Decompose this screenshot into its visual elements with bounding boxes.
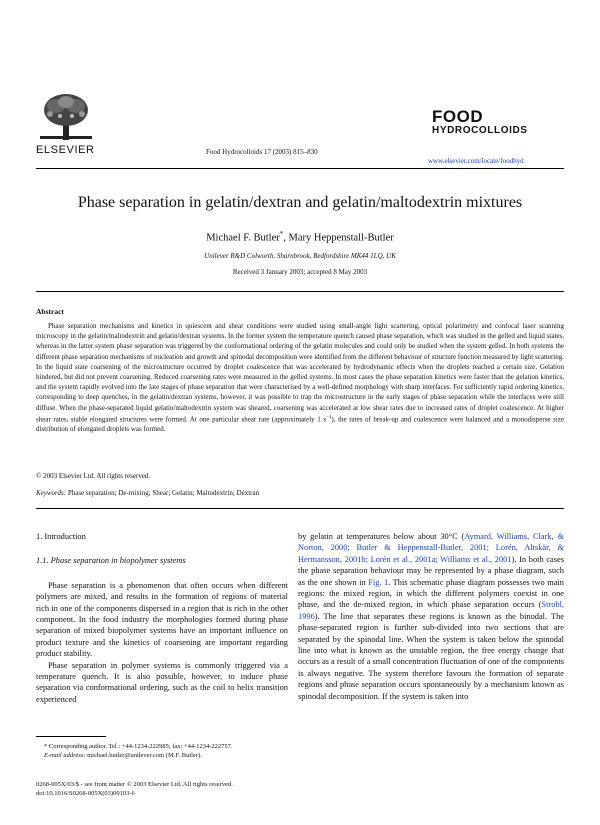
subsection-heading: 1.1. Phase separation in biopolymer systems (36, 556, 186, 566)
email-address[interactable]: michael.butler@unilever.com (M.F. Butler). (85, 752, 202, 759)
elsevier-tree-logo-icon (36, 92, 96, 142)
author-name: Mary Heppenstall-Butler (288, 232, 394, 244)
issn-line: 0268-005X/03/$ - see front matter © 2003 Elsevier Ltd. All rights reserved. (36, 781, 233, 788)
body-column-right (298, 531, 564, 702)
journal-url-link[interactable]: www.elsevier.com/locate/foodhyd (428, 157, 524, 165)
body-text: . This schematic phase diagram possesses two main regions: the mixed region, in which the different polymers coexist in one phase, and the de-mixed region, in which phase separation occurs ( (298, 577, 564, 610)
unit-exponent: −1 (326, 414, 332, 420)
divider (36, 291, 564, 292)
publisher-name: ELSEVIER (36, 144, 95, 156)
front-matter-meta (36, 780, 233, 798)
journal-brand-line1: FOOD (432, 107, 484, 126)
author-list (36, 230, 564, 244)
journal-brand (432, 108, 528, 136)
email-label: E-mail address: (44, 752, 86, 759)
abstract-heading: Abstract (36, 307, 64, 316)
body-column-left (36, 531, 288, 705)
section-heading: 1. Introduction (36, 532, 86, 541)
divider (36, 508, 564, 509)
article-title: Phase separation in gelatin/dextran and gelatin/maltodextrin mixtures (77, 194, 523, 211)
footnote-divider (36, 736, 106, 737)
abstract-text-part: ), the rates of break-up and coalescence were balanced and a monodisperse size distribution of elongated droplets was formed. (36, 415, 564, 434)
email-note (36, 751, 288, 760)
copyright-line: © 2003 Elsevier Ltd. All rights reserved. (36, 472, 151, 480)
received-dates: Received 3 January 2003; accepted 8 May 2003 (232, 268, 368, 276)
citation-link[interactable]: Strobl, 1996 (298, 600, 564, 621)
body-paragraph (298, 531, 564, 702)
citation-link[interactable]: Aymard, Williams, Clark, & Norton, 2000; Butler & Heppenstall-Butler, 2001; Lorén, Altskär, & Hermansson, 2001b; Lorén et al., 2001a; Williams et al., 2001 (298, 532, 564, 564)
journal-citation: Food Hydrocolloids 17 (2003) 815–830 (206, 148, 318, 156)
doi-line[interactable]: doi:10.1016/S0268-005X(03)00103-6 (36, 790, 135, 797)
header-divider (36, 168, 564, 169)
body-text: ). In both cases the phase separation behaviour may be represented by a phase diagram, such as the one shown in (298, 554, 564, 587)
author-name: Michael F. Butler (206, 232, 280, 244)
body-text: by gelatin at temperatures below about 30°C ( (298, 532, 465, 541)
keywords-label: Keywords: (36, 489, 67, 497)
keywords-list: Phase separation; De-mixing; Shear; Gelatin; Maltodextrin; Dextran (66, 489, 260, 497)
abstract-text (36, 321, 564, 435)
footnote (36, 742, 288, 760)
body-paragraph: Phase separation is a phenomenon that often occurs when different polymers are mixed, and results in the formation of regions of material rich in one of the components dispersed in a region that is rich in the other component. In the food industry the morphologies formed during phase separation of mixed biopolymer systems have an important influence on product texture and the kinetics of coarsening are important regarding product stability. (36, 580, 288, 659)
body-text: ). The line that separates these regions is known as the binodal. The phase-separated region is further sub-divided into two sections that are separated by the spinodal line. When the system is taken below the spinodal line into what is known as the unstable region, the free energy change that occurs as a result of a small concentration fluctuation of one of the components is always negative. The system therefore favours the formation of separate regions and phase separation occurs spontaneously by a mechanism known as spinodal decomposition. If the system is taken into (298, 611, 564, 701)
corresponding-author-note: * Corresponding author. Tel.: +44-1234-222985; fax: +44-1234-222757. (44, 743, 233, 750)
corresponding-author-mark[interactable]: * (279, 230, 284, 238)
abstract-text-part: Phase separation mechanisms and kinetics in quiescent and shear conditions were studied using small-angle light scattering, optical polarimetry and confocal laser scanning microscopy in the gelatin/maltodextrin and gelatin/dextran systems. In the former system the temperature quench caused phase separation, which was studied in the gelled and liquid states, whereas in the latter system phase separation was triggered by the conformational ordering of the gelatin molecules and could only be studied when the system gelled. In both systems the different phase separation mechanisms of nucleation and growth and spinodal decomposition were identified from the different behaviour of structure function measured by light scattering. In the liquid state coarsening of the microstructure occurred by droplet coalescence that was accelerated by hydrodynamic effects when the droplets reached a certain size. Gelation hindered, but did not prevent coarsening. Reduced coarsening rates were measured in the gelled systems. In most cases the phase separation kinetics were faster than the gelation kinetics, and the system rapidly evolved into the late stages of phase separation that were characterised by a well-defined morphology with sharp interfaces. For sufficiently rapid ordering kinetics, corresponding to deep quenches, in the gelatin/dextran systems, however, it was possible to trap the microstructure in the early stages of phase separation while the interfaces were still diffuse. When the phase-separated liquid gelatin/maltodextrin system was sheared, coarsening was accelerated at low shear rates due to increased rates of droplet coalescence. At higher shear rates, stable elongated structures were formed. At one particular shear rate (approximately 1 s (36, 322, 564, 424)
journal-brand-line2: HYDROCOLLOIDS (432, 125, 528, 136)
body-paragraph: Phase separation in polymer systems is commonly triggered via a temperature quench. It is also possible, however, to induce phase separation via conformational ordering, such as the coil to helix transition experienced (36, 660, 288, 704)
author-separator: , (283, 232, 289, 244)
keywords (36, 489, 259, 497)
figure-link[interactable]: Fig. 1 (368, 577, 389, 587)
affiliation: Unilever R&D Colworth, Sharnbrook, Bedfordshire MK44 1LQ, UK (204, 252, 396, 260)
